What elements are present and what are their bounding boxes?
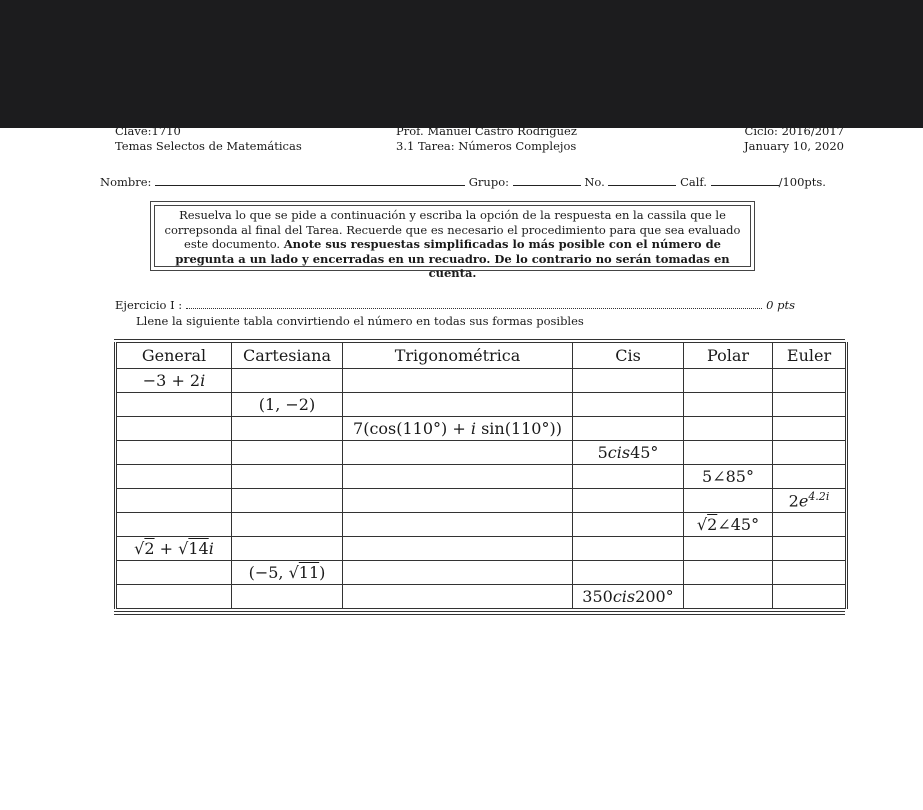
- table-row: [116, 561, 847, 585]
- pts-label: /100pts.: [778, 175, 826, 189]
- table-cell[interactable]: (−5, √11): [232, 561, 343, 585]
- header-date: January 10, 2020: [744, 139, 844, 153]
- table-cell[interactable]: √2∠45°: [684, 513, 773, 537]
- table-cell[interactable]: [773, 465, 847, 489]
- table-cell[interactable]: [573, 393, 684, 417]
- exercise-subtitle: Llene la siguiente tabla convirtiendo el número en todas sus formas posibles: [136, 314, 584, 328]
- header-general: General: [116, 343, 232, 369]
- table-cell[interactable]: [232, 441, 343, 465]
- header-course-code: Clave:1710: [115, 128, 181, 138]
- top-rule: [114, 339, 845, 340]
- student-fields: [100, 175, 826, 189]
- table-cell[interactable]: $2e^{4.2i}$: [773, 489, 847, 513]
- table-row: [116, 513, 847, 537]
- table-cell[interactable]: [232, 417, 343, 441]
- header-trigonometrica: Trigonométrica: [343, 343, 573, 369]
- table-cell[interactable]: [573, 537, 684, 561]
- table-cell[interactable]: [232, 465, 343, 489]
- table-cell[interactable]: [232, 513, 343, 537]
- exercise-dots: [186, 300, 762, 309]
- table-cell[interactable]: [116, 441, 232, 465]
- table-row: [116, 417, 847, 441]
- table-cell[interactable]: [343, 585, 573, 609]
- table-cell[interactable]: [773, 393, 847, 417]
- table-row: [116, 585, 847, 609]
- table-cell[interactable]: [573, 561, 684, 585]
- table-cell[interactable]: [116, 489, 232, 513]
- header-polar: Polar: [684, 343, 773, 369]
- table-cell[interactable]: [573, 369, 684, 393]
- table-cell[interactable]: [116, 393, 232, 417]
- table-cell[interactable]: [116, 465, 232, 489]
- table-cell[interactable]: 5cis45°: [573, 441, 684, 465]
- header-cartesiana: Cartesiana: [232, 343, 343, 369]
- instructions-box: [150, 201, 755, 280]
- table-cell[interactable]: [773, 417, 847, 441]
- table-cell[interactable]: [773, 513, 847, 537]
- table-cell[interactable]: [232, 585, 343, 609]
- table-header-row: [116, 343, 847, 369]
- header-professor: Prof. Manuel Castro Rodriguez: [396, 128, 577, 138]
- header-course-name: Temas Selectos de Matemáticas: [115, 139, 302, 153]
- table-cell[interactable]: [773, 537, 847, 561]
- table-row: [116, 393, 847, 417]
- table-cell[interactable]: [343, 465, 573, 489]
- table-cell[interactable]: 350cis200°: [573, 585, 684, 609]
- exercise-points: 0 pts: [766, 298, 795, 312]
- header-assignment: 3.1 Tarea: Números Complejos: [396, 139, 577, 153]
- table-cell[interactable]: [116, 513, 232, 537]
- table-row: [116, 537, 847, 561]
- table-cell[interactable]: 5∠85°: [684, 465, 773, 489]
- table-cell[interactable]: [773, 369, 847, 393]
- exercise-label: Ejercicio I :: [115, 298, 183, 312]
- table-cell[interactable]: [116, 585, 232, 609]
- header-center: [396, 128, 577, 154]
- table-row: [116, 489, 847, 513]
- header-left: [115, 128, 302, 154]
- table-cell[interactable]: [116, 561, 232, 585]
- table-cell[interactable]: [773, 561, 847, 585]
- table-cell[interactable]: [343, 441, 573, 465]
- table-cell[interactable]: [684, 585, 773, 609]
- table-cell[interactable]: [343, 561, 573, 585]
- table-row: [116, 465, 847, 489]
- table-cell[interactable]: [573, 465, 684, 489]
- dark-top-bar: [0, 0, 923, 128]
- table-cell[interactable]: 7(cos(110°) + i sin(110°)): [343, 417, 573, 441]
- document-page: [0, 128, 923, 810]
- conversion-table-wrap: [114, 339, 845, 615]
- table-cell[interactable]: √2 + √14i: [116, 537, 232, 561]
- table-cell[interactable]: [684, 441, 773, 465]
- table-cell[interactable]: [773, 585, 847, 609]
- table-cell[interactable]: [116, 417, 232, 441]
- table-cell[interactable]: [232, 489, 343, 513]
- table-cell[interactable]: [684, 561, 773, 585]
- table-cell[interactable]: [343, 489, 573, 513]
- table-cell[interactable]: [573, 489, 684, 513]
- table-cell[interactable]: [232, 537, 343, 561]
- bottom-rule-2: [114, 614, 845, 615]
- table-cell[interactable]: [232, 369, 343, 393]
- header-euler: Euler: [773, 343, 847, 369]
- nombre-label: Nombre:: [100, 175, 152, 189]
- header-cis: Cis: [573, 343, 684, 369]
- no-label: No.: [584, 175, 605, 189]
- calf-label: Calf.: [680, 175, 707, 189]
- table-cell[interactable]: [343, 369, 573, 393]
- table-cell[interactable]: [343, 393, 573, 417]
- table-cell[interactable]: −3 + 2i: [116, 369, 232, 393]
- grupo-line[interactable]: [513, 175, 581, 186]
- instructions-normal: Resuelva lo que se pide a continuación y escriba la opción de la respuesta en la cassila que le correpsonda al final del Tarea. Recuerde que es necesario el procedimiento para que sea evaluado este documento.: [164, 208, 741, 251]
- calf-line[interactable]: [711, 175, 779, 186]
- conversion-table: [114, 342, 848, 609]
- table-cell[interactable]: [773, 441, 847, 465]
- table-row: [116, 369, 847, 393]
- instructions-bold: Anote sus respuestas simplificadas lo más posible con el número de pregunta a un lado y encerradas en un recuadro. De lo contrario no serán tomadas en cuenta.: [175, 237, 730, 280]
- table-cell[interactable]: [684, 369, 773, 393]
- table-cell[interactable]: [343, 537, 573, 561]
- table-cell[interactable]: [573, 513, 684, 537]
- exercise-heading: [115, 298, 795, 312]
- table-cell[interactable]: [343, 513, 573, 537]
- instructions-text: [154, 205, 751, 280]
- table-cell[interactable]: (1, −2): [232, 393, 343, 417]
- table-cell[interactable]: [684, 393, 773, 417]
- no-line[interactable]: [608, 175, 676, 186]
- table-cell[interactable]: [684, 489, 773, 513]
- header-right: [744, 128, 844, 154]
- table-cell[interactable]: [684, 537, 773, 561]
- table-row: [116, 441, 847, 465]
- nombre-line[interactable]: [155, 175, 465, 186]
- bottom-rule-1: [114, 611, 845, 612]
- table-cell[interactable]: [684, 417, 773, 441]
- header-cycle: Ciclo: 2016/2017: [744, 128, 844, 138]
- grupo-label: Grupo:: [468, 175, 509, 189]
- table-cell[interactable]: [573, 417, 684, 441]
